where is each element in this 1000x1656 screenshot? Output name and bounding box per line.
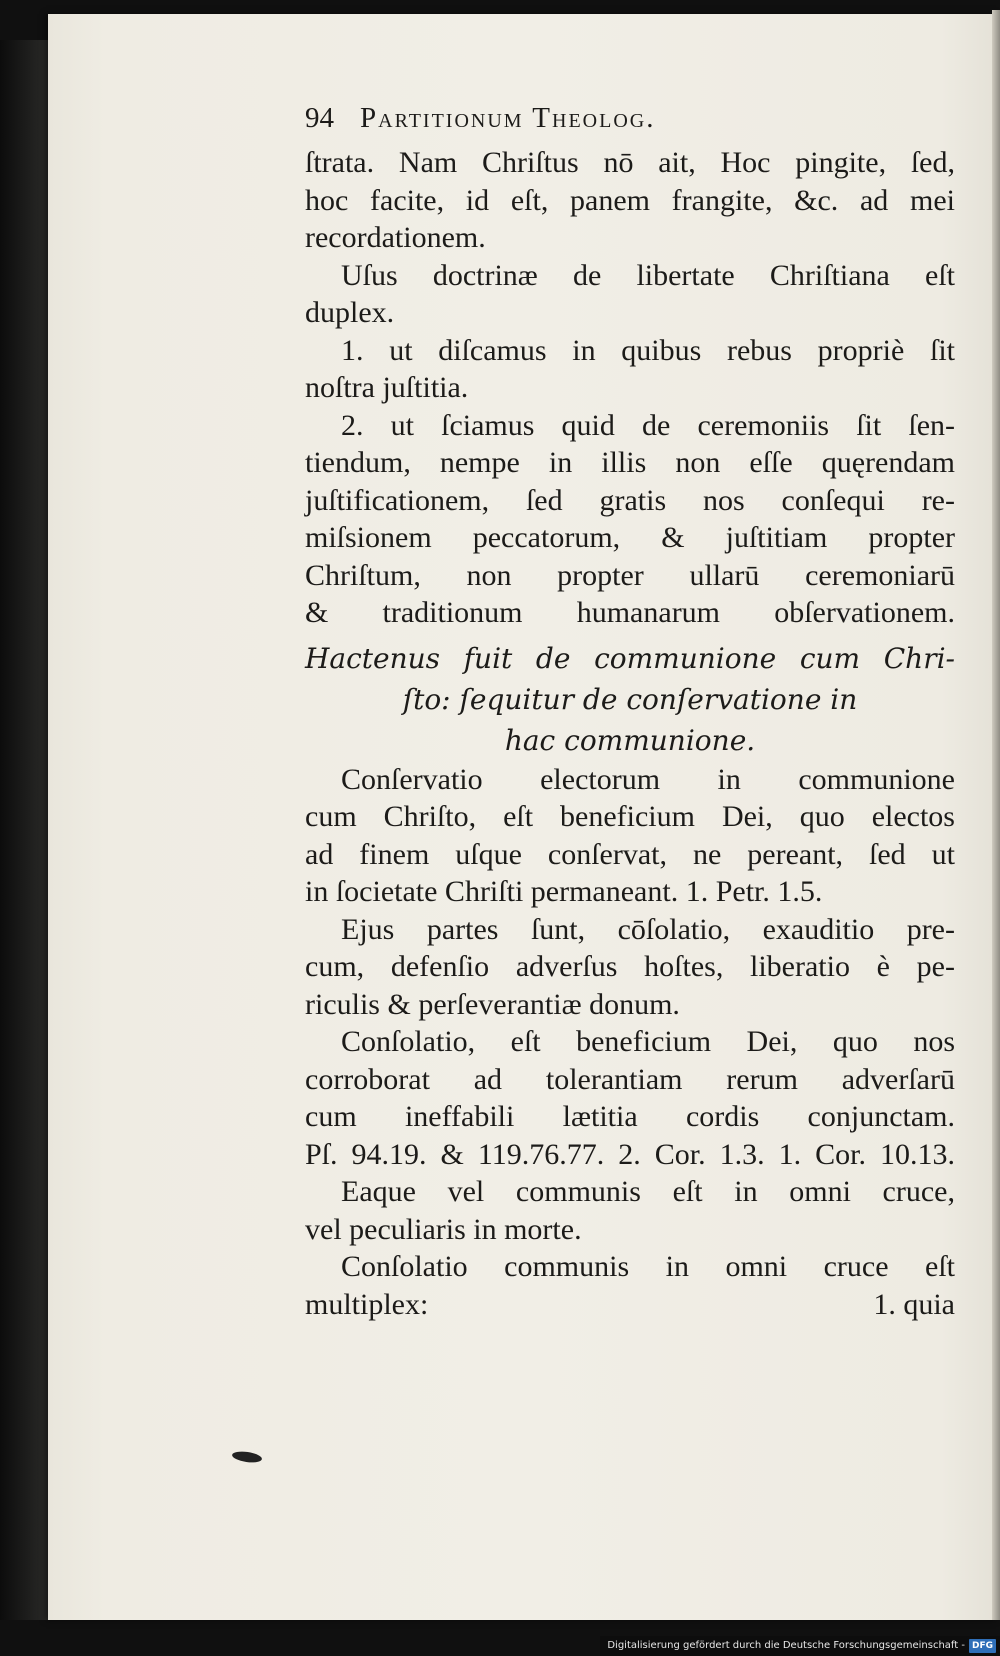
section-heading-line: ſto: ſequitur de conſervatione in	[402, 682, 858, 716]
text-line: Conſervatio electorum in communione	[341, 762, 955, 796]
text-line: Conſolatio, eſt beneficium Dei, quo nos	[341, 1025, 955, 1058]
text-line: juſtificationem, ſed gratis nos conſequi re-	[305, 483, 955, 517]
list-item-2: 2. ut ſciamus quid de ceremoniis ſit ſen-	[341, 408, 955, 442]
binding-edge	[0, 40, 48, 1620]
text-line: cum ineffabili lætitia cordis conjunctam.	[305, 1100, 955, 1133]
text-line: Conſolatio communis in omni cruce eſt	[341, 1250, 955, 1283]
running-header	[305, 100, 955, 144]
text-line: corroborat ad tolerantiam rerum adverſarū	[305, 1062, 955, 1096]
text-line: Uſus doctrinæ de libertate Chriſtiana eſt	[341, 258, 955, 292]
text-line: multiplex:	[305, 1287, 429, 1321]
text-line: tiendum, nempe in illis non eſſe quęrendam	[305, 446, 955, 479]
text-line: Pſ. 94.19. & 119.76.77. 2. Cor. 1.3. 1. Cor. 10.13.	[305, 1137, 955, 1171]
text-line: Ejus partes ſunt, cōſolatio, exauditio pre-	[341, 912, 955, 946]
text-line: duplex.	[305, 296, 395, 329]
text-line: miſsionem peccatorum, & juſtitiam propter	[305, 521, 955, 554]
footer-bar	[600, 1636, 1000, 1656]
text-block	[305, 100, 955, 1323]
last-line	[305, 1286, 955, 1324]
text-line: cum Chriſto, eſt beneficium Dei, quo electos	[305, 800, 955, 833]
text-line: ad finem uſque conſervat, ne pereant, ſed ut	[305, 837, 955, 871]
text-line: noſtra juſtitia.	[305, 371, 469, 404]
page-edge	[992, 10, 1000, 1620]
text-line: hoc facite, id eſt, panem frangite, &c. ad mei	[305, 183, 955, 217]
text-line: Eaque vel communis eſt in omni cruce,	[341, 1175, 955, 1208]
section-heading: Hactenus fuit de communione cum Chri-	[305, 641, 955, 675]
text-line: & traditionum humanarum obſervationem.	[305, 596, 955, 629]
list-item-1: 1. ut diſcamus in quibus rebus propriè ſit	[341, 333, 955, 367]
text-line: in ſocietate Chriſti permaneant. 1. Petr. 1.5.	[305, 875, 823, 908]
catchword: 1. quia	[873, 1287, 955, 1321]
text-line: cum, defenſio adverſus hoſtes, liberatio è pe-	[305, 950, 955, 983]
page-number: 94	[305, 102, 334, 134]
text-line: recordationem.	[305, 221, 486, 254]
text-line: vel peculiaris in morte.	[305, 1212, 582, 1246]
dfg-logo: DFG	[969, 1639, 996, 1653]
section-heading-line: hac communione.	[504, 723, 756, 757]
text-line: ſtrata. Nam Chriſtus nō ait, Hoc pingite, ſed,	[305, 146, 955, 179]
text-line: Chriſtum, non propter ullarū ceremoniarū	[305, 558, 955, 592]
running-title: Partitionum Theolog.	[360, 102, 656, 134]
footer-credit: Digitalisierung gefördert durch die Deutsche Forschungsgemeinschaft -	[607, 1640, 965, 1651]
text-line: riculis & perſeverantiæ donum.	[305, 987, 680, 1021]
